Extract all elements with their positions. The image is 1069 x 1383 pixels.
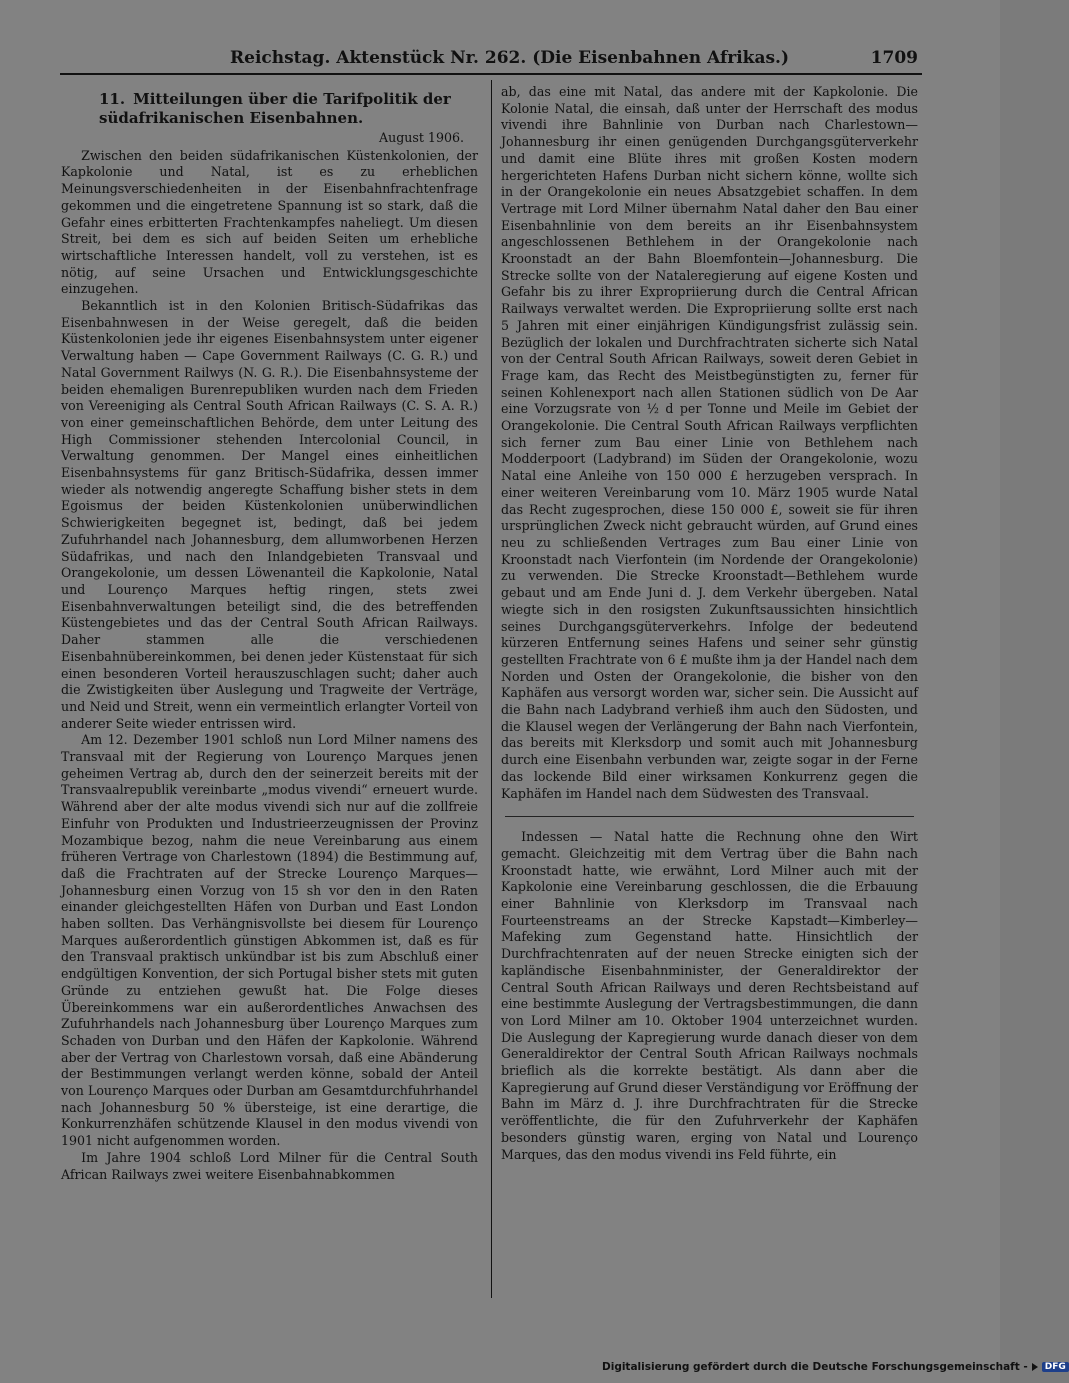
section-number: 11. — [99, 90, 126, 108]
paragraph: Indessen — Natal hatte die Rechnung ohne den Wirt gemacht. Gleichzeitig mit dem Vertrag über die Bahn nach Kroonstadt hatte, wie erwähnt, Lord Milner auch mit der Kapkolonie eine Vereinbarung geschlossen, die die Erbauung einer Bahnlinie von Klerksdorp im Transvaal nach Fourteenstreams an der Strecke Kapstadt—Kimberley—Mafeking zum Gegenstand hatte. Hinsichtlich der Durchfrachtenraten auf der neuen Strecke einigten sich der kapländische Eisenbahnminister, der Generaldirektor der Central South African Railways und deren Rechtsbeistand auf eine bestimmte Auslegung der Vertragsbestimmungen, die dann von Lord Milner am 10. Oktober 1904 unterzeichnet wurden. Die Auslegung der Kapregierung wurde danach dieser von dem Generaldirektor der Central South African Railways nochmals brieflich als die korrekte bestätigt. Als dann aber die Kapregierung auf Grund dieser Verständigung vor Eröffnung der Bahn im März d. J. ihre Durchfrachtraten für die Strecke veröffentlichte, die für den Zufuhrverkehr der Kaphäfen besonders günstig waren, erging von Natal und Lourenço Marques, das den modus vivendi ins Feld führte, ein — [501, 829, 918, 1162]
footer-credit — [602, 1361, 1066, 1375]
arrow-icon — [1032, 1363, 1038, 1371]
header-rule — [60, 73, 922, 75]
page-number: 1709 — [870, 48, 918, 68]
running-header — [60, 46, 920, 72]
paragraph: Zwischen den beiden südafrikanischen Küstenkolonien, der Kapkolonie und Natal, ist es zu erheblichen Meinungsverschiedenheiten in der Eisenbahnfrachtenfrage gekommen und die eingetretene Spannung ist so stark, daß die Gefahr eines erbitterten Frachtenkampfes naheliegt. Um diesen Streit, bei dem es sich auf beiden Seiten um erhebliche wirtschaftliche Interessen handelt, voll zu verstehen, ist es nötig, auf seine Ursachen und Entwicklungsgeschichte einzugehen. — [61, 147, 478, 297]
paragraph: Bekanntlich ist in den Kolonien Britisch-Südafrikas das Eisenbahnwesen in der Weise geregelt, daß die beiden Küstenkolonien jede ihr eigenes Eisenbahnsystem unter eigener Verwaltung haben — Cape Government Railways (C. G. R.) und Natal Government Railwys (N. G. R.). Die Eisenbahnsysteme der beiden ehemaligen Burenrepubliken wurden nach dem Frieden von Vereeniging als Central South African Railways (C. S. A. R.) von einer gemeinschaftlichen Behörde, dem unter Leitung des High Commissioner stehenden Intercolonial Council, in Verwaltung genommen. Der Mangel eines einheitlichen Eisenbahnsystems für ganz Britisch-Südafrika, dessen immer wieder als notwendig angeregte Schaffung bisher stets in dem Egoismus der beiden Küstenkolonien unüberwindlichen Schwierigkeiten begegnet ist, bedingt, daß bei jedem Zufuhrhandel nach Johannesburg, dem allumworbenen Herzen Südafrikas, und nach den Inlandgebieten Transvaal und Orangekolonie, um dessen Löwenanteil die Kapkolonie, Natal und Lourenço Marques heftig ringen, stets zwei Eisenbahnverwaltungen beteiligt sind, die des betreffenden Küstengebietes und das der Central South African Railways. Daher stammen alle die verschiedenen Eisenbahnübereinkommen, bei denen jeder Küstenstaat für sich einen besonderen Vorteil herauszuschlagen sucht; daher auch die Zwistigkeiten über Auslegung und Tragweite der Verträge, und Neid und Streit, wenn ein vermeintlich erlangter Vorteil von anderer Seite wieder entrissen wird. — [61, 298, 478, 731]
footer-text: Digitalisierung gefördert durch die Deutsche Forschungsgemeinschaft - — [602, 1361, 1028, 1373]
column-divider — [491, 80, 492, 1298]
header-title: Reichstag. Aktenstück Nr. 262. (Die Eisenbahnen Afrikas.) — [230, 48, 789, 68]
left-column — [61, 84, 478, 1183]
section-title: Mitteilungen über die Tarifpolitik der südafrikanischen Eisenbahnen. — [99, 90, 451, 127]
section-date: August 1906. — [379, 130, 464, 145]
paragraph-divider — [505, 816, 914, 817]
dfg-logo: DFG — [1042, 1362, 1069, 1372]
right-column — [501, 84, 918, 1163]
paragraph: Im Jahre 1904 schloß Lord Milner für die Central South African Railways zwei weitere Eisenbahnabkommen — [61, 1149, 478, 1182]
paragraph: ab, das eine mit Natal, das andere mit der Kapkolonie. Die Kolonie Natal, die einsah, daß unter der Herrschaft des modus vivendi ihre Bahnlinie von Durban nach Charlestown—Johannesburg ihr einen genügenden Durchgangsgüterverkehr und damit eine Blüte ihres mit großen Kosten modern hergerichteten Hafens Durban nicht sichern könne, wollte sich in der Orangekolonie ein neues Absatzgebiet schaffen. In dem Vertrage mit Lord Milner übernahm Natal daher den Bau einer Eisenbahnlinie von dem bereits an ihr Eisenbahnsystem angeschlossenen Bethlehem in der Orangekolonie nach Kroonstadt an der Bahn Bloemfontein—Johannesburg. Die Strecke sollte von der Nataleregierung auf eigene Kosten und Gefahr bis zu ihrer Expropriierung durch die Central African Railways verwaltet werden. Die Expropriierung sollte erst nach 5 Jahren mit einer einjährigen Kündigungsfrist zulässig sein. Bezüglich der lokalen und Durchfrachtraten sicherte sich Natal von der Central South African Railways, soweit deren Gebiet in Frage kam, das Recht des Meistbegünstigten zu, ferner für seinen Kohlenexport nach allen Stationen südlich von De Aar eine Vorzugsrate von ½ d per Tonne und Meile im Gebiet der Orangekolonie. Die Central South African Railways verpflichten sich ferner zum Bau einer Linie von Bethlehem nach Modderpoort (Ladybrand) im Süden der Orangekolonie, wozu Natal eine Anleihe von 150 000 £ herzugeben versprach. In einer weiteren Vereinbarung vom 10. März 1905 wurde Natal das Recht zugesprochen, diese 150 000 £, soweit sie für ihren ursprünglichen Zweck nicht gebraucht würden, auf Grund eines neu zu schließenden Vertrages zum Bau einer Linie von Kroonstadt nach Vierfontein (im Nordende der Orangekolonie) zu verwenden. Die Strecke Kroonstadt—Bethlehem wurde gebaut und am Ende Juni d. J. dem Verkehr übergeben. Natal wiegte sich in den rosigsten Zukunftsaussichten hinsichtlich seines Durchgangsgüterverkehrs. Infolge der bedeutend kürzeren Entfernung seines Hafens und seiner sehr günstig gestellten Frachtrate von 6 £ mußte ihm ja der Handel nach dem Norden und Osten der Orangekolonie, die bisher von den Kaphäfen aus versorgt worden war, sicher sein. Die Aussicht auf die Bahn nach Ladybrand verhieß ihm auch den Südosten, und die Klausel wegen der Verlängerung der Bahn nach Vierfontein, das bereits mit Klerksdorp und somit auch mit Johannesburg durch eine Eisenbahn verbunden war, zeigte sogar in der Ferne das lockende Bild einer wirksamen Konkurrenz gegen die Kaphäfen im Handel nach dem Südwesten des Transvaal. — [501, 84, 918, 801]
paragraph: Am 12. Dezember 1901 schloß nun Lord Milner namens des Transvaal mit der Regierung von Lourenço Marques jenen geheimen Vertrag ab, durch den der seinerzeit bereits mit der Transvaalrepublik vereinbarte „modus vivendi“ erneuert wurde. Während aber der alte modus vivendi sich nur auf die zollfreie Einfuhr von Produkten und Industrieerzeugnissen der Provinz Mozambique bezog, nahm die neue Vereinbarung aus einem früheren Vertrage von Charlestown (1894) die Bestimmung auf, daß die Frachtraten auf der Strecke Lourenço Marques—Johannesburg einen Vorzug von 15 sh vor den in den Raten einander gleichgestellten Häfen von Durban und East London haben sollten. Das Verhängnisvollste bei diesem für Lourenço Marques außerordentlich günstigen Abkommen ist, daß es für den Transvaal praktisch unkündbar ist bis zum Abschluß einer endgültigen Konvention, der sich Portugal bisher stets mit guten Gründe zu entziehen gewußt hat. Die Folge dieses Übereinkommens war ein außerordentliches Anwachsen des Zufuhrhandels nach Johannesburg über Lourenço Marques zum Schaden von Durban und den Häfen der Kapkolonie. Während aber der Vertrag von Charlestown vorsah, daß eine Abänderung der Bestimmungen verlangt werden könne, sobald der Anteil von Lourenço Marques oder Durban am Gesamtdurchfuhrhandel nach Johannesburg 50 % übersteige, ist eine derartige, die Konkurrenzhäfen schützende Klausel in den modus vivendi von 1901 nicht aufgenommen worden. — [61, 732, 478, 1149]
section-heading — [99, 90, 478, 128]
